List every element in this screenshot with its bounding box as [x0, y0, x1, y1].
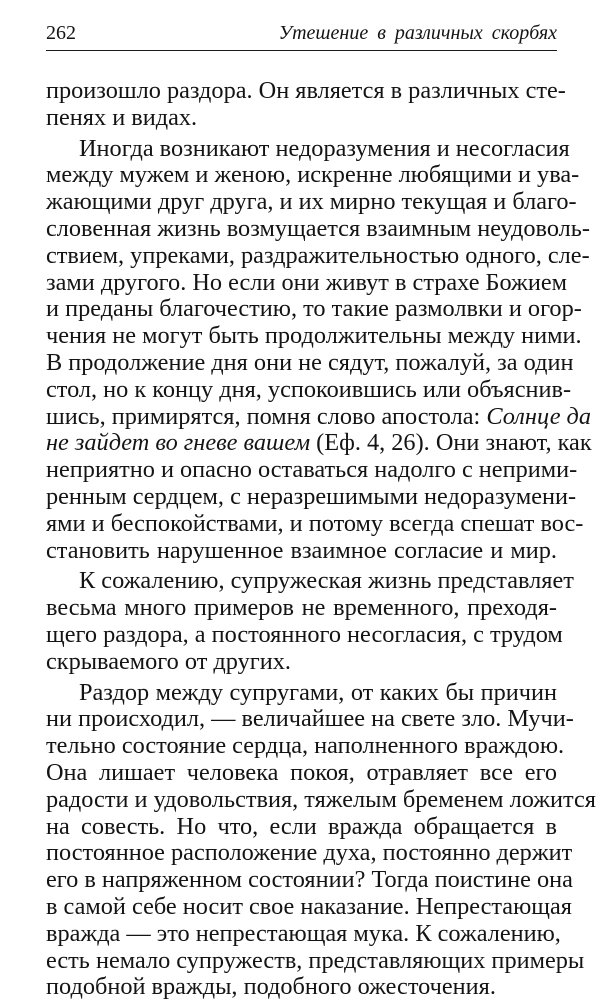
- text-line: словенная жизнь возмущается взаимным неудоволь-: [46, 214, 590, 242]
- text-line: тельно состояние сердца, наполненного враждою.: [46, 732, 565, 760]
- text-line: Иногда возникают недоразумения и несогласия: [79, 134, 570, 162]
- text-line: произошло раздора. Он является в различных сте-: [46, 77, 566, 104]
- text-line: В продолжение дня они не сядут, пожалуй, за один: [46, 348, 574, 376]
- running-title: Утешение в различных скорбях: [278, 22, 557, 44]
- scripture-quote: не зайдет во гневе вашем: [46, 429, 311, 457]
- text-line: зами другого. Но если они живут в страхе Божием: [46, 268, 568, 296]
- text-line: весьма много примеров не временного, преходя-: [46, 594, 557, 622]
- text-line: в самой себе носит свое наказание. Непрестающая: [46, 892, 572, 920]
- text-line: щего раздора, а постоянного несогласия, с трудом: [46, 620, 563, 648]
- text-line: К сожалению, супружеская жизнь представляет: [79, 567, 574, 595]
- scripture-quote: Солнце да: [486, 402, 591, 430]
- paragraph-4: [46, 678, 596, 1002]
- text-line: на совесть. Но что, если вражда обращается в: [46, 812, 557, 840]
- text-line: стол, но к концу дня, успокоившись или объяснив-: [46, 375, 572, 403]
- text-line: жающими друг друга, и их мирно текущая и благо-: [46, 188, 577, 216]
- text-line: ствием, упреками, раздражительностью одного, сле-: [46, 241, 590, 269]
- text-line-with-quote: [46, 429, 592, 457]
- text-line: Она лишает человека покоя, отравляет все его: [46, 758, 557, 786]
- text-line: его в напряженном состоянии? Тогда поистине она: [46, 866, 573, 894]
- paragraph-3: [46, 567, 574, 675]
- text-line-with-quote: [46, 402, 591, 431]
- text-line: пенях и видах.: [46, 103, 198, 131]
- text-line: вражда — это непрестающая мука. К сожалению,: [46, 919, 561, 947]
- text-line: радости и удовольствия, тяжелым бременем ложится: [46, 785, 596, 813]
- running-head: [46, 19, 557, 51]
- text-line: и преданы благочестию, то такие размолвки и огор-: [46, 295, 582, 323]
- body-text: [46, 77, 596, 1005]
- text-line: ями и беспокойствами, и потому всегда спешат вос-: [46, 509, 584, 537]
- text-segment: (Еф. 4, 26). Они знают, как: [310, 429, 592, 457]
- paragraph-2: [46, 134, 592, 565]
- text-line: между мужем и женою, искренне любящими и ува-: [46, 161, 580, 189]
- text-line: чения не могут быть продолжительны между ними.: [46, 322, 582, 350]
- page-number: 262: [46, 22, 76, 44]
- paragraph-1: [46, 77, 566, 132]
- text-line: скрываемого от других.: [46, 647, 291, 675]
- text-line: подобной вражды, подобного ожесточения.: [46, 973, 496, 1001]
- text-line: ренным сердцем, с неразрешимыми недоразумени-: [46, 482, 577, 510]
- text-line: есть немало супружеств, представляющих примеры: [46, 946, 585, 974]
- text-segment: шись, примирятся, помня слово апостола:: [46, 402, 487, 430]
- text-line: Раздор между супругами, от каких бы причин: [79, 678, 557, 706]
- text-line: неприятно и опасно оставаться надолго с неприми-: [46, 456, 578, 484]
- text-line: постоянное расположение духа, постоянно держит: [46, 839, 573, 867]
- text-line: ни происходил, — величайшее на свете зло. Мучи-: [46, 705, 574, 733]
- text-line: становить нарушенное взаимное согласие и мир.: [46, 536, 557, 564]
